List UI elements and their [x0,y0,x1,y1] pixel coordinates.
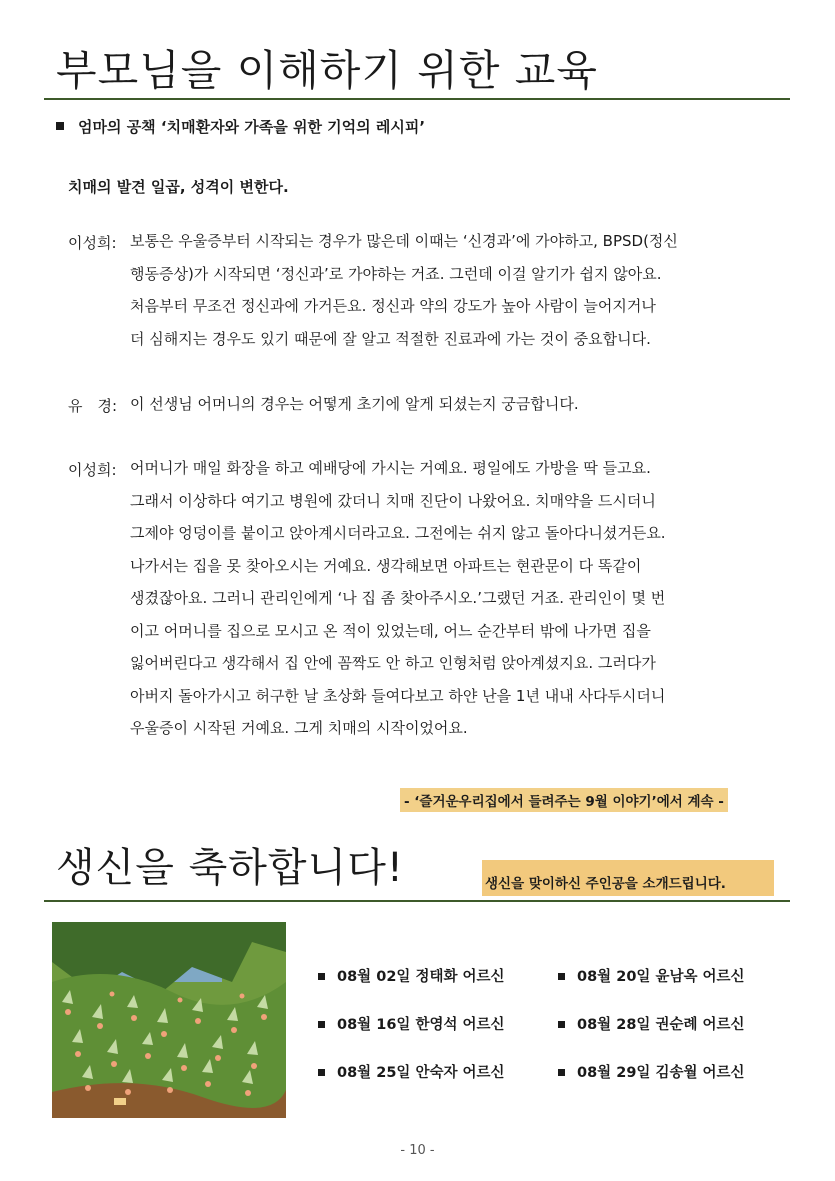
dialogue-line: 처음부터 무조건 정신과에 가거든요. 정신과 약의 강도가 높아 사람이 늘어지거나 [130,297,656,315]
speaker-label: 이성희: [68,461,117,479]
birthday-item: 08월 29일 김송월 어르신 [558,1061,745,1082]
square-bullet-icon [558,1021,565,1028]
dialogue-line: 이 선생님 어머니의 경우는 어떻게 초기에 알게 되셨는지 궁금합니다. [130,395,579,413]
birthday-intro: 생신을 맞이하신 주인공을 소개드립니다. [485,876,726,892]
page-number: - 10 - [400,1143,435,1158]
birthday-intro-banner [482,860,774,896]
square-bullet-icon [318,1021,325,1028]
speaker-label: 이성희: [68,234,117,252]
dialogue-line: 잃어버린다고 생각해서 집 안에 꼼짝도 안 하고 인형처럼 앉아계셨지요. 그러다가 [130,654,656,672]
dialogue-line: 행동증상)가 시작되면 ‘정신과’로 가야하는 거죠. 그런데 이걸 알기가 쉽지 않아요. [130,264,662,283]
dialogue-text [130,225,782,355]
birthday-item: 08월 20일 윤남옥 어르신 [558,965,745,986]
subheading: 치매의 발견 일곱, 성격이 변한다. [68,178,289,196]
dialogue-text [130,388,782,421]
birthday-item: 08월 28일 권순례 어르신 [558,1013,745,1034]
continuation-note: - ‘즐거운우리집에서 들려주는 9월 이야기’에서 계속 - [400,788,728,812]
dialogue-line: 더 심해지는 경우도 있기 때문에 잘 알고 적절한 진료과에 가는 것이 중요합니다. [130,329,651,348]
flower-field-image [52,922,286,1118]
birthday-title: 생신을 축하합니다! [56,845,404,891]
dialogue-line: 그제야 엉덩이를 붙이고 앉아계시더라고요. 그전에는 쉬지 않고 돌아다니셨거든요. [130,524,666,542]
dialogue-line: 보통은 우울증부터 시작되는 경우가 많은데 이때는 ‘신경과’에 가야하고, BPSD(정신 [130,232,678,250]
speaker-label: 유 경: [68,397,118,415]
square-bullet-icon [56,122,64,130]
dialogue-line: 생겼잖아요. 그러니 관리인에게 ‘나 집 좀 찾아주시오.’그랬던 거죠. 관리인이 몇 번 [130,589,666,607]
square-bullet-icon [318,973,325,980]
section-heading: 엄마의 공책 ‘치매환자와 가족을 위한 기억의 레시피’ [56,116,425,137]
birthday-item: 08월 16일 한영석 어르신 [318,1013,505,1034]
dialogue-line: 어머니가 매일 화장을 하고 예배당에 가시는 거예요. 평일에도 가방을 딱 들고요. [130,459,651,477]
birthday-item: 08월 02일 정태화 어르신 [318,965,505,986]
dialogue-text [130,452,782,745]
flower-field-illustration [52,922,286,1118]
square-bullet-icon [558,973,565,980]
square-bullet-icon [558,1069,565,1076]
dialogue-line: 이고 어머니를 집으로 모시고 온 적이 있었는데, 어느 순간부터 밖에 나가면 집을 [130,621,651,640]
dialogue-line: 그래서 이상하다 여기고 병원에 갔더니 치매 진단이 나왔어요. 치매약을 드시더니 [130,491,656,510]
birthday-item: 08월 25일 안숙자 어르신 [318,1061,505,1082]
title-divider [44,98,790,100]
page-title: 부모님을 이해하기 위한 교육 [56,46,598,95]
square-bullet-icon [318,1069,325,1076]
dialogue-line: 우울증이 시작된 거예요. 그게 치매의 시작이었어요. [130,719,468,737]
birthday-divider [44,900,790,902]
dialogue-line: 나가서는 집을 못 찾아오시는 거예요. 생각해보면 아파트는 현관문이 다 똑같이 [130,556,642,575]
dialogue-line: 아버지 돌아가시고 허구한 날 초상화 들여다보고 하얀 난을 1년 내내 사다두시더니 [130,686,666,705]
